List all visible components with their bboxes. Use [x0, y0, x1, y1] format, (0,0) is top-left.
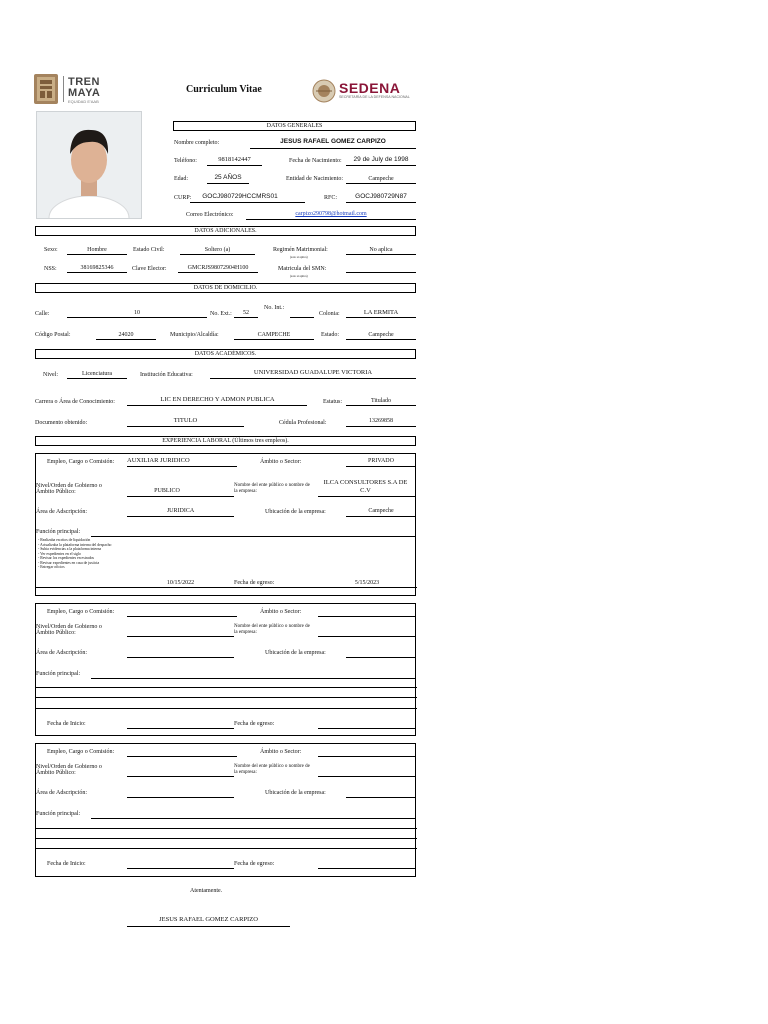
- funcion-line: [36, 828, 417, 829]
- regimen-note: (solo si aplica): [290, 255, 308, 259]
- cargo-underline: [127, 466, 237, 467]
- funcion-item: - Realizaba escritos de liquidación: [38, 538, 91, 542]
- area-underline: [127, 657, 234, 658]
- section-header-experiencia: EXPERIENCIA LABORAL (Últimos tres empleos).: [35, 436, 416, 446]
- nombre-underline: [250, 148, 416, 149]
- experience-card-3: [35, 743, 416, 877]
- egreso-underline: [318, 868, 416, 869]
- funcion-item: - Ver expedientes en el siglo: [38, 551, 81, 556]
- carrera-value: LIC EN DERECHO Y ADMON PUBLICA: [160, 396, 275, 403]
- ambito-label: Ámbito o Sector:: [260, 459, 302, 465]
- atentamente-text: Atentamente.: [190, 888, 223, 894]
- ubicacion-label: Ubicación de la empresa:: [265, 650, 326, 656]
- sedena-text: SEDENA: [339, 80, 401, 96]
- funcion-item: - Revisar los expedientes en estrados: [38, 556, 94, 560]
- estado-underline: [346, 339, 416, 340]
- documento-label: Documento obtenido:: [35, 420, 88, 426]
- tren-subtitle: EQUIDAD E'AAB: [68, 99, 99, 104]
- tren-maya-logo: [33, 72, 113, 106]
- ambito-underline: [346, 466, 416, 467]
- cp-underline: [96, 339, 156, 340]
- nss-underline: [67, 272, 127, 273]
- colonia-value: LA ERMITA: [363, 309, 399, 316]
- funcion-line: [36, 848, 417, 849]
- colonia-underline: [346, 317, 416, 318]
- civil-label: Estado Civil:: [133, 247, 165, 253]
- fecha-nac-value: 29 de July de 1998: [353, 156, 409, 163]
- signature-name: JESUS RAFAEL GOMEZ CARPIZO: [159, 916, 258, 923]
- inicio-underline: [36, 587, 417, 588]
- inicio-value: 10/15/2022: [166, 580, 195, 586]
- entidad-value: Campeche: [368, 176, 394, 182]
- smn-underline: [346, 272, 416, 273]
- elector-underline: [178, 272, 258, 273]
- ente-value: ILCA CONSULTORES S.A DE C.V: [323, 479, 408, 494]
- edad-value: 25 AÑOS: [214, 174, 242, 181]
- documento-value: TITULO: [173, 417, 198, 424]
- funcion-list: [38, 538, 111, 570]
- correo-value: carpizo290798@hotmail.com: [295, 211, 367, 217]
- noext-value: 52: [243, 310, 249, 316]
- cp-label: Código Postal:: [35, 332, 71, 338]
- inicio-label: Fecha de Inicio:: [47, 861, 86, 867]
- sexo-underline: [67, 254, 127, 255]
- funcion-line: [36, 687, 417, 688]
- ubicacion-underline: [346, 516, 416, 517]
- curp-value: GOCJ980729HCCMRS01: [202, 193, 278, 200]
- curp-label: CURP:: [174, 195, 192, 201]
- estatus-label: Estatus:: [323, 399, 342, 405]
- funcion-item: - Subia evidencias a la plataforma interna: [38, 547, 102, 551]
- carrera-label: Carrera o Área de Conocimiento:: [35, 399, 115, 405]
- fecha-nac-label: Fecha de Nacimiento:: [289, 158, 342, 164]
- ubicacion-label: Ubicación de la empresa:: [265, 509, 326, 515]
- smn-label: Matricula del SMN:: [278, 266, 327, 272]
- smn-note: (solo si aplica): [290, 274, 308, 278]
- carrera-underline: [127, 405, 307, 406]
- area-value: JURIDICA: [166, 508, 195, 514]
- edad-label: Edad:: [174, 176, 188, 182]
- logo-divider: [63, 76, 64, 102]
- section-header-academicos: DATOS ACADÉMICOS.: [35, 349, 416, 359]
- estado-label: Estado:: [321, 332, 339, 338]
- cargo-value: AUXILIAR JURIDICO: [127, 457, 190, 464]
- entidad-label: Entidad de Nacimiento:: [286, 176, 343, 182]
- telefono-value: 9818142447: [218, 156, 251, 163]
- regimen-underline: [346, 254, 416, 255]
- municipio-label: Municipio/Alcaldía:: [170, 332, 219, 338]
- cedula-label: Cédula Profesional:: [279, 420, 327, 426]
- egreso-underline: [318, 728, 416, 729]
- rfc-label: RFC:: [324, 195, 338, 201]
- area-underline: [127, 797, 234, 798]
- nss-value: 38169825346: [80, 265, 114, 271]
- colonia-label: Colonia:: [319, 311, 340, 317]
- fecha-nac-underline: [346, 165, 416, 166]
- cargo-underline: [127, 616, 237, 617]
- noint-underline: [290, 317, 314, 318]
- area-label: Área de Adscripción:: [36, 790, 87, 796]
- sedena-logo: [312, 79, 424, 105]
- ente-label: Nombre del ente público o nombre de la empresa:: [234, 624, 310, 635]
- sedena-subtitle: SECRETARÍA DE LA DEFENSA NACIONAL: [339, 95, 410, 99]
- documento-underline: [127, 426, 244, 427]
- rfc-underline: [346, 202, 416, 203]
- ubicacion-label: Ubicación de la empresa:: [265, 790, 326, 796]
- elector-label: Clave Elector:: [132, 266, 167, 272]
- ambito-label: Ámbito o Sector:: [260, 609, 302, 615]
- funcion-underline: [91, 678, 416, 679]
- ente-label: Nombre del ente público o nombre de la empresa:: [234, 764, 310, 775]
- ente-underline: [318, 776, 416, 777]
- area-label: Área de Adscripción:: [36, 509, 87, 515]
- ambito-underline: [318, 616, 416, 617]
- noext-label: No. Ext.:: [210, 311, 232, 317]
- calle-value: 10: [134, 310, 140, 316]
- nombre-label: Nombre completo:: [174, 140, 220, 146]
- civil-value: Soltero (a): [204, 247, 231, 253]
- institucion-underline: [210, 378, 416, 379]
- calle-underline: [67, 317, 207, 318]
- ambito-label: Ámbito o Sector:: [260, 749, 302, 755]
- funcion-label: Función principal:: [36, 811, 81, 817]
- civil-underline: [180, 254, 255, 255]
- ambito-underline: [318, 756, 416, 757]
- sedena-emblem-icon: [312, 79, 336, 103]
- nss-label: NSS:: [44, 266, 57, 272]
- cargo-label: Empleo, Cargo o Comisión:: [47, 609, 115, 615]
- area-label: Área de Adscripción:: [36, 650, 87, 656]
- ubicacion-value: Campeche: [368, 508, 394, 514]
- nivel-gob-label: Nivel/Orden de Gobierno o Ámbito Público:: [36, 483, 102, 495]
- cargo-label: Empleo, Cargo o Comisión:: [47, 749, 115, 755]
- nivel-gob-underline: [127, 636, 234, 637]
- cp-value: 24020: [118, 332, 134, 338]
- institucion-label: Institución Educativa:: [140, 372, 193, 378]
- section-header-adicionales: DATOS ADICIONALES.: [35, 226, 416, 236]
- telefono-underline: [207, 165, 262, 166]
- entidad-underline: [346, 183, 416, 184]
- noext-underline: [234, 317, 258, 318]
- egreso-label: Fecha de egreso:: [234, 861, 275, 867]
- ente-label: Nombre del ente público o nombre de la empresa:: [234, 483, 310, 494]
- experience-card-1: [35, 453, 416, 596]
- correo-underline: [246, 219, 416, 220]
- municipio-underline: [234, 339, 314, 340]
- municipio-value: CAMPECHE: [257, 332, 291, 338]
- funcion-label: Función principal:: [36, 529, 81, 535]
- tren-maya-emblem-icon: [33, 72, 59, 106]
- regimen-label: Regimén Matrimonial:: [273, 247, 328, 253]
- institucion-value: UNIVERSIDAD GUADALUPE VICTORIA: [253, 369, 373, 376]
- funcion-item: - Revisar expedientes en casa de justicia: [38, 560, 100, 565]
- correo-label: Correo Electrónico:: [186, 212, 234, 218]
- cedula-value: 13269858: [369, 418, 393, 424]
- page-title: Curriculum Vitae: [186, 84, 262, 95]
- funcion-underline: [91, 536, 416, 537]
- ubicacion-underline: [346, 797, 416, 798]
- nivel-label: Nivel:: [43, 372, 58, 378]
- maya-text: MAYA: [68, 87, 101, 99]
- estado-value: Campeche: [368, 332, 394, 338]
- sexo-label: Sexo:: [44, 247, 58, 253]
- elector-value: GMCRJS98072904H100: [187, 265, 249, 271]
- funcion-label: Función principal:: [36, 671, 81, 677]
- nombre-value: JESUS RAFAEL GOMEZ CARPIZO: [280, 138, 386, 145]
- ubicacion-underline: [346, 657, 416, 658]
- sexo-value: Hombre: [87, 247, 107, 253]
- nivel-gob-label: Nivel/Orden de Gobierno o Ámbito Público:: [36, 764, 102, 776]
- cedula-underline: [346, 426, 416, 427]
- inicio-underline: [127, 728, 234, 729]
- ambito-value: PRIVADO: [368, 458, 394, 464]
- funcion-line: [36, 708, 417, 709]
- nivel-value: Licenciatura: [82, 371, 112, 377]
- curp-underline: [190, 202, 305, 203]
- estatus-underline: [346, 405, 416, 406]
- ente-underline: [318, 496, 416, 497]
- funcion-line: [36, 838, 417, 839]
- rfc-value: GOCJ980729N87: [355, 193, 407, 200]
- experience-card-2: [35, 603, 416, 736]
- inicio-label: Fecha de Inicio:: [47, 721, 86, 727]
- calle-label: Calle:: [35, 311, 50, 317]
- funcion-line: [36, 697, 417, 698]
- egreso-label: Fecha de egreso:: [234, 721, 275, 727]
- noint-label: No. Int.:: [264, 305, 285, 311]
- section-header-generales: DATOS GENERALES: [173, 121, 416, 131]
- funcion-item: - Entregar oficios: [38, 565, 65, 569]
- signature-line: [127, 926, 290, 927]
- funcion-underline: [91, 818, 416, 819]
- egreso-value: 5/15/2023: [354, 580, 380, 586]
- cargo-label: Empleo, Cargo o Comisión:: [47, 459, 115, 465]
- nivel-gob-value: PUBLICO: [154, 488, 180, 494]
- section-header-domicilio: DATOS DE DOMICILIO.: [35, 283, 416, 293]
- area-underline: [127, 516, 234, 517]
- estatus-value: Titulado: [370, 398, 392, 404]
- ente-underline: [318, 636, 416, 637]
- nivel-underline: [67, 378, 127, 379]
- tren-text: TREN: [68, 76, 100, 88]
- cargo-underline: [127, 756, 237, 757]
- funcion-item: - Actualizaba la plataforma interna del despacho: [38, 542, 112, 547]
- person-photo-icon: [37, 112, 141, 218]
- nivel-gob-label: Nivel/Orden de Gobierno o Ámbito Público:: [36, 624, 102, 636]
- telefono-label: Teléfono:: [174, 158, 197, 164]
- edad-underline: [207, 183, 249, 184]
- regimen-value: No aplica: [369, 247, 393, 253]
- nivel-gob-underline: [127, 496, 234, 497]
- nivel-gob-underline: [127, 776, 234, 777]
- egreso-label: Fecha de egreso:: [234, 580, 275, 586]
- inicio-underline: [127, 868, 234, 869]
- profile-photo: [36, 111, 142, 219]
